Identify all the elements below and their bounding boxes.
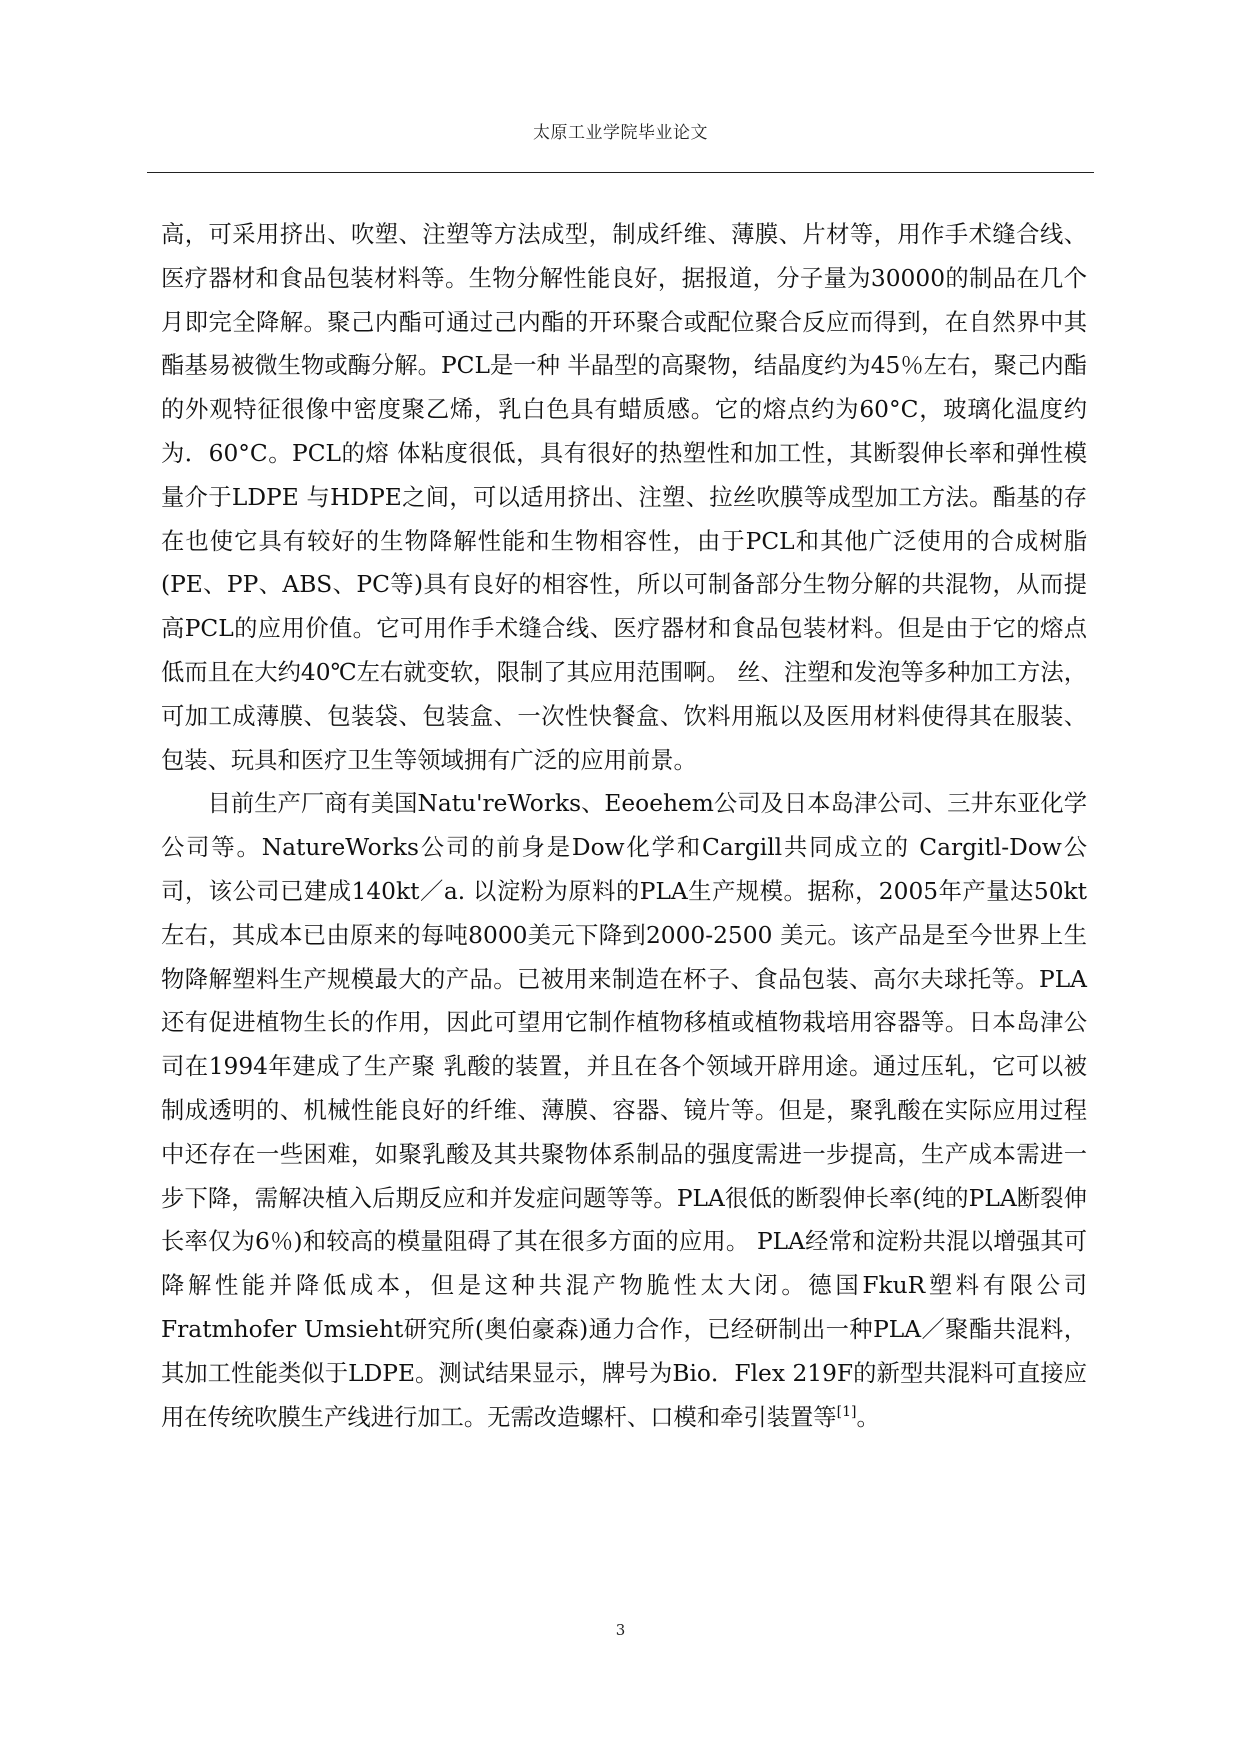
citation-reference: [1]	[836, 1403, 857, 1420]
page-header	[147, 108, 1094, 173]
paragraph-manufacturers	[161, 782, 1087, 1439]
paragraph-text: 目前生产厂商有美国Natu'reWorks、Eeoehem公司及日本岛津公司、三井东亚化学公司等。NatureWorks公司的前身是Dow化学和Cargill共同成立的 Cargitl-Dow公司，该公司已建成140kt／a. 以淀粉为原料的PLA生产规模。据称，2005年产量达50kt左右，其成本已由原来的每吨8000美元下降到2000-2500 美元。该产品是至今世界上生物降解塑料生产规模最大的产品。已被用来制造在杯子、食品包装、高尔夫球托等。PLA还有促进植物生长的作用，因此可望用它制作植物移植或植物栽培用容器等。日本岛津公司在1994年建成了生产聚 乳酸的装置，并且在各个领域开辟用途。通过压轧，它可以被制成透明的、机械性能良好的纤维、薄膜、容器、镜片等。但是，聚乳酸在实际应用过程中还存在一些困难，如聚乳酸及其共聚物体系制品的强度需进一步提高，生产成本需进一步下降，需解决植入后期反应和并发症问题等等。PLA很低的断裂伸长率(纯的PLA断裂伸长率仅为6％)和较高的模量阻碍了其在很多方面的应用。 PLA经常和淀粉共混以增强其可降解性能并降低成本，但是这种共混产物脆性太大闭。德国FkuR塑料有限公司Fratmhofer Umsieht研究所(奥伯豪森)通力合作，已经研制出一种PLA／聚酯共混料，其加工性能类似于LDPE。测试结果显示，牌号为Bio．Flex 219F的新型共混料可直接应用在传统吹膜生产线进行加工。无需改造螺杆、口模和牵引装置等	[161, 790, 1087, 1431]
body-text	[161, 213, 1087, 1439]
paragraph-text-end: 。	[856, 1403, 880, 1431]
paragraph-pcl	[161, 213, 1087, 782]
page-number: 3	[615, 1621, 626, 1639]
header-title: 太原工业学院毕业论文	[533, 123, 708, 143]
paragraph-text: 高，可采用挤出、吹塑、注塑等方法成型，制成纤维、薄膜、片材等，用作手术缝合线、医疗器材和食品包装材料等。生物分解性能良好，据报道，分子量为30000的制品在几个月即完全降解。聚己内酯可通过己内酯的开环聚合或配位聚合反应而得到，在自然界中其酯基易被微生物或酶分解。PCL是一种 半晶型的高聚物，结晶度约为45％左右，聚己内酯的外观特征很像中密度聚乙烯，乳白色具有蜡质感。它的熔点约为60°C，玻璃化温度约为．60°C。PCL的熔 体粘度很低，具有很好的热塑性和加工性，其断裂伸长率和弹性模量介于LDPE 与HDPE之间，可以适用挤出、注塑、拉丝吹膜等成型加工方法。酯基的存在也使它具有较好的生物降解性能和生物相容性，由于PCL和其他广泛使用的合成树脂(PE、PP、ABS、PC等)具有良好的相容性，所以可制备部分生物分解的共混物，从而提高PCL的应用价值。它可用作手术缝合线、医疗器材和食品包装材料。但是由于它的熔点低而且在大约40℃左右就变软，限制了其应用范围啊。 丝、注塑和发泡等多种加工方法，可加工成薄膜、包装袋、包装盒、一次性快餐盒、饮料用瓶以及医用材料使得其在服装、包装、玩具和医疗卫生等领域拥有广泛的应用前景。	[161, 221, 1087, 774]
